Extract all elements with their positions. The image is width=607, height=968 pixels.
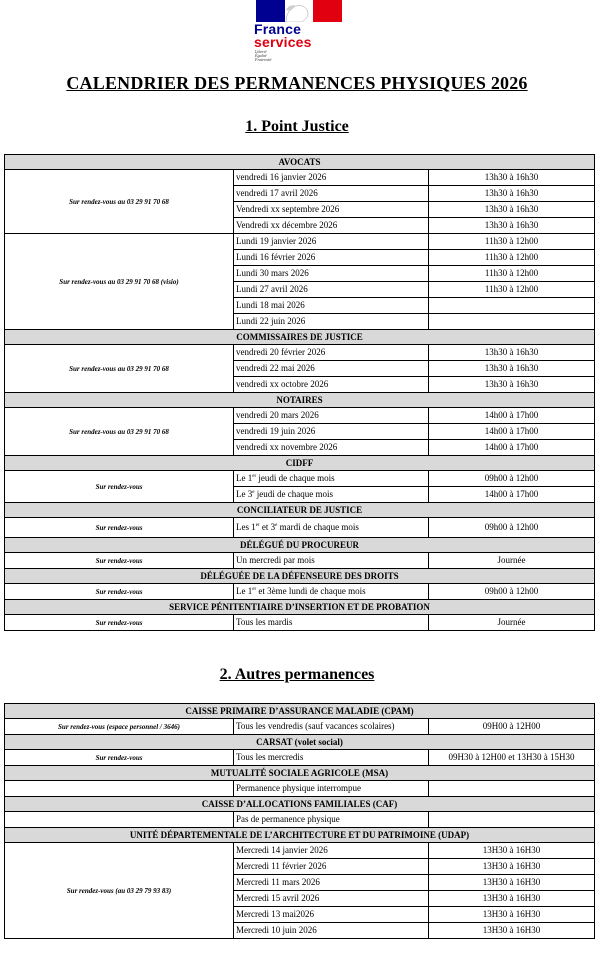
table-row (5, 471, 595, 487)
appointment-note: Sur rendez-vous (5, 750, 234, 766)
group-header-row (5, 330, 595, 345)
table-row (5, 234, 595, 250)
time-cell: 09h00 à 12h00 (429, 584, 595, 600)
brand-line-1: France (254, 21, 302, 37)
time-cell: 13H30 à 16H30 (429, 923, 595, 939)
date-cell: Pas de permanence physique (234, 812, 429, 828)
date-cell: Lundi 27 avril 2026 (234, 282, 429, 298)
group-header-row (5, 797, 595, 812)
time-cell: 13H30 à 16H30 (429, 843, 595, 859)
group-header: COMMISSAIRES DE JUSTICE (5, 330, 595, 345)
date-cell: Permanence physique interrompue (234, 781, 429, 797)
appointment-note: Sur rendez-vous (5, 615, 234, 631)
motto-line: Liberté (255, 49, 267, 54)
date-cell: vendredi xx novembre 2026 (234, 440, 429, 456)
time-cell: 13h30 à 16h30 (429, 186, 595, 202)
time-cell: 13h30 à 16h30 (429, 202, 595, 218)
marianne-icon (272, 2, 322, 22)
france-services-logo (250, 0, 350, 62)
group-header: DÉLÉGUÉE DE LA DÉFENSEURE DES DROITS (5, 569, 595, 584)
appointment-note: Sur rendez-vous (5, 518, 234, 538)
date-cell: Lundi 18 mai 2026 (234, 298, 429, 314)
group-header-row (5, 766, 595, 781)
appointment-note: Sur rendez-vous au 03 29 91 70 68 (5, 345, 234, 393)
date-cell: vendredi 22 mai 2026 (234, 361, 429, 377)
group-header-row (5, 828, 595, 843)
appointment-note (5, 812, 234, 828)
date-cell: Le 1er et 3ème lundi de chaque mois (234, 584, 429, 600)
motto-line: Égalité (255, 53, 267, 58)
date-cell: vendredi 17 avril 2026 (234, 186, 429, 202)
appointment-note: Sur rendez-vous (au 03 29 79 93 83) (5, 843, 234, 939)
date-cell: vendredi 16 janvier 2026 (234, 170, 429, 186)
time-cell: 13h30 à 16h30 (429, 218, 595, 234)
appointment-note: Sur rendez-vous au 03 29 91 70 68 (5, 408, 234, 456)
time-cell: 13h30 à 16h30 (429, 345, 595, 361)
time-cell: Journée (429, 615, 595, 631)
group-header: DÉLÉGUÉ DU PROCUREUR (5, 538, 595, 553)
date-cell: Mercredi 14 janvier 2026 (234, 843, 429, 859)
group-header: SERVICE PÉNITENTIAIRE D’INSERTION ET DE PROBATION (5, 600, 595, 615)
date-cell: Tous les mardis (234, 615, 429, 631)
group-header: CIDFF (5, 456, 595, 471)
time-cell: 14h00 à 17h00 (429, 440, 595, 456)
appointment-note: Sur rendez-vous (5, 584, 234, 600)
table-row (5, 615, 595, 631)
group-header: CAISSE PRIMAIRE D’ASSURANCE MALADIE (CPAM) (5, 704, 595, 719)
ordinal-suffix: e (252, 490, 255, 495)
date-cell: Mercredi 10 juin 2026 (234, 923, 429, 939)
group-header: CARSAT (volet social) (5, 735, 595, 750)
group-header-row (5, 503, 595, 518)
table-row (5, 812, 595, 828)
date-cell: Lundi 30 mars 2026 (234, 266, 429, 282)
group-header-row (5, 456, 595, 471)
date-cell: Mercredi 15 avril 2026 (234, 891, 429, 907)
table-row (5, 345, 595, 361)
table-row (5, 553, 595, 569)
time-cell: 14h00 à 17h00 (429, 408, 595, 424)
motto-line: Fraternité (255, 57, 272, 62)
group-header: NOTAIRES (5, 393, 595, 408)
date-cell: Lundi 22 juin 2026 (234, 314, 429, 330)
group-header: CAISSE D’ALLOCATIONS FAMILIALES (CAF) (5, 797, 595, 812)
group-header: CONCILIATEUR DE JUSTICE (5, 503, 595, 518)
time-cell: 11h30 à 12h00 (429, 234, 595, 250)
ordinal-suffix: er (252, 474, 257, 479)
group-header-row (5, 569, 595, 584)
point-justice-table (4, 154, 595, 631)
date-cell: Lundi 19 janvier 2026 (234, 234, 429, 250)
group-header-row (5, 393, 595, 408)
time-cell: 13h30 à 16h30 (429, 170, 595, 186)
section-title-point-justice: 1. Point Justice (245, 118, 349, 135)
autres-permanences-table (4, 703, 595, 939)
group-header-row (5, 600, 595, 615)
date-cell: Un mercredi par mois (234, 553, 429, 569)
time-cell: 13H30 à 16H30 (429, 875, 595, 891)
date-cell: Tous les mercredis (234, 750, 429, 766)
time-cell (429, 314, 595, 330)
table-row (5, 518, 595, 538)
section-title-autres-permanences: 2. Autres permanences (219, 666, 375, 683)
date-cell: Mercredi 11 mars 2026 (234, 875, 429, 891)
appointment-note: Sur rendez-vous (espace personnel / 3646) (5, 719, 234, 735)
table-row (5, 408, 595, 424)
time-cell (429, 781, 595, 797)
date-cell: Vendredi xx septembre 2026 (234, 202, 429, 218)
group-header: UNITÉ DÉPARTEMENTALE DE L’ARCHITECTURE ET DU PATRIMOINE (UDAP) (5, 828, 595, 843)
date-cell: Mercredi 11 février 2026 (234, 859, 429, 875)
time-cell (429, 298, 595, 314)
group-header: AVOCATS (5, 155, 595, 170)
appointment-note (5, 781, 234, 797)
date-cell: Mercredi 13 mai2026 (234, 907, 429, 923)
ordinal-suffix: e (275, 523, 278, 528)
table-row (5, 781, 595, 797)
date-cell: Le 3e jeudi de chaque mois (234, 487, 429, 503)
date-cell: vendredi 20 mars 2026 (234, 408, 429, 424)
time-cell: 09H30 à 12H00 et 13H30 à 15H30 (429, 750, 595, 766)
table-row (5, 750, 595, 766)
group-header: MUTUALITÉ SOCIALE AGRICOLE (MSA) (5, 766, 595, 781)
time-cell: 13H30 à 16H30 (429, 859, 595, 875)
time-cell: Journée (429, 553, 595, 569)
time-cell: 13h30 à 16h30 (429, 377, 595, 393)
table-row (5, 843, 595, 859)
table-row (5, 170, 595, 186)
group-header-row (5, 155, 595, 170)
appointment-note: Sur rendez-vous au 03 29 91 70 68 (visio) (5, 234, 234, 330)
date-cell: vendredi 19 juin 2026 (234, 424, 429, 440)
date-cell: Vendredi xx décembre 2026 (234, 218, 429, 234)
time-cell: 11h30 à 12h00 (429, 282, 595, 298)
time-cell: 11h30 à 12h00 (429, 266, 595, 282)
time-cell: 13H30 à 16H30 (429, 891, 595, 907)
appointment-note: Sur rendez-vous (5, 553, 234, 569)
time-cell: 13H30 à 16H30 (429, 907, 595, 923)
date-cell: vendredi 20 février 2026 (234, 345, 429, 361)
group-header-row (5, 704, 595, 719)
brand-line-2: services (254, 34, 312, 50)
time-cell: 09h00 à 12h00 (429, 471, 595, 487)
time-cell: 14h00 à 17h00 (429, 487, 595, 503)
motto (255, 50, 271, 62)
ordinal-suffix: er (255, 523, 260, 528)
page-title: CALENDRIER DES PERMANENCES PHYSIQUES 2026 (66, 73, 528, 93)
appointment-note: Sur rendez-vous au 03 29 91 70 68 (5, 170, 234, 234)
group-header-row (5, 538, 595, 553)
table-row (5, 719, 595, 735)
time-cell: 13h30 à 16h30 (429, 361, 595, 377)
time-cell: 11h30 à 12h00 (429, 250, 595, 266)
date-cell: Tous les vendredis (sauf vacances scolaires) (234, 719, 429, 735)
group-header-row (5, 735, 595, 750)
time-cell (429, 812, 595, 828)
date-cell: Le 1er jeudi de chaque mois (234, 471, 429, 487)
appointment-note: Sur rendez-vous (5, 471, 234, 503)
table-row (5, 584, 595, 600)
time-cell: 09H00 à 12H00 (429, 719, 595, 735)
time-cell: 14h00 à 17h00 (429, 424, 595, 440)
time-cell: 09h00 à 12h00 (429, 518, 595, 538)
date-cell: Lundi 16 février 2026 (234, 250, 429, 266)
date-cell: vendredi xx octobre 2026 (234, 377, 429, 393)
date-cell: Les 1er et 3e mardi de chaque mois (234, 518, 429, 538)
ordinal-suffix: er (252, 587, 257, 592)
